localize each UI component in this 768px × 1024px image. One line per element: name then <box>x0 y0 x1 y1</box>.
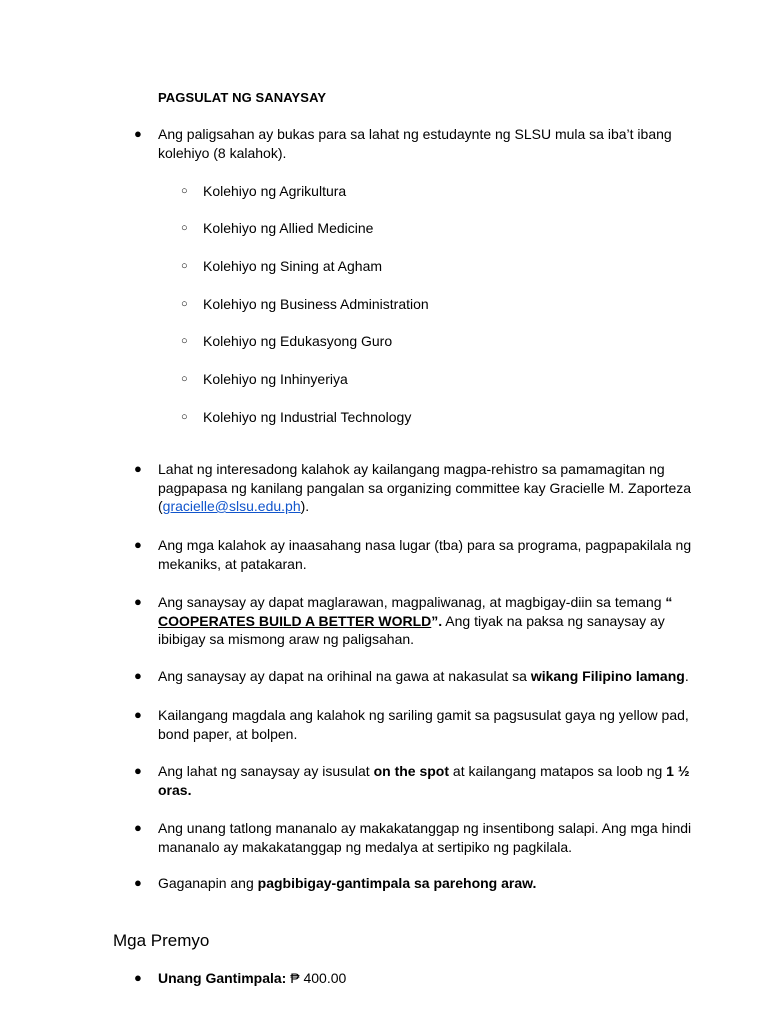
theme-text: Ang sanaysay ay dapat maglarawan, magpaliwanag, at magbigay-diin sa temang <box>158 594 666 610</box>
prizes-heading: Mga Premyo <box>113 931 210 950</box>
bullet-icon: ● <box>134 763 142 778</box>
sub-bullet-icon: ○ <box>181 185 188 197</box>
registration-text-end: ). <box>300 498 310 514</box>
language-emphasis: wikang Filipino lamang <box>530 668 685 684</box>
winners-paragraph: Ang unang tatlong mananalo ay makakatanggap ng insentibong salapi. Ang mga hindi mananalo ay makakatanggap ng medalya at sertipiko ng pagkilala. <box>158 820 692 855</box>
college-item: Kolehiyo ng Industrial Technology <box>203 409 412 425</box>
college-item: Kolehiyo ng Sining at Agham <box>203 258 383 274</box>
registration-paragraph <box>158 460 698 516</box>
language-text: Ang sanaysay ay dapat na orihinal na gawa at nakasulat sa <box>158 668 531 684</box>
organizer-email-link[interactable]: gracielle@slsu.edu.ph <box>162 498 301 514</box>
theme-paragraph <box>158 593 698 649</box>
college-item: Kolehiyo ng Inhinyeriya <box>203 371 348 387</box>
language-text-end: . <box>684 668 689 684</box>
theme-close-quote: ”. <box>431 612 443 629</box>
bullet-icon: ● <box>134 707 142 722</box>
bullet-icon: ● <box>134 820 142 835</box>
theme-text-end: Ang tiyak na paksa ng sanaysay ay ibibigay sa mismong araw ng paligsahan. <box>158 612 665 647</box>
bullet-icon: ● <box>134 875 142 890</box>
theme-open-quote: “ <box>665 594 673 610</box>
spot-text: Ang lahat ng sanaysay ay isusulat <box>158 763 374 779</box>
first-prize-value: ₱ 400.00 <box>286 970 347 986</box>
college-item: Kolehiyo ng Edukasyong Guro <box>203 333 393 349</box>
college-item: Kolehiyo ng Agrikultura <box>203 183 347 199</box>
first-prize-label: Unang Gantimpala: <box>158 970 287 986</box>
bullet-icon: ● <box>134 126 142 141</box>
intro-paragraph: Ang paligsahan ay bukas para sa lahat ng estudaynte ng SLSU mula sa iba’t ibang kolehiyo (8 kalahok). <box>158 126 672 161</box>
materials-paragraph: Kailangang magdala ang kalahok ng sariling gamit sa pagsusulat gaya ng yellow pad, bond paper, at bolpen. <box>158 707 689 742</box>
duration-emphasis: 1 ½ oras. <box>158 763 690 798</box>
section-title: PAGSULAT NG SANAYSAY <box>158 90 327 105</box>
sub-bullet-icon: ○ <box>181 298 188 310</box>
first-prize-item <box>158 969 698 988</box>
bullet-icon: ● <box>134 970 142 985</box>
theme-name: COOPERATES BUILD A BETTER WORLD <box>158 612 432 629</box>
college-item: Kolehiyo ng Allied Medicine <box>203 220 374 236</box>
sub-bullet-icon: ○ <box>181 411 188 423</box>
sub-bullet-icon: ○ <box>181 373 188 385</box>
spot-text-middle: at kailangang matapos sa loob ng <box>449 763 667 779</box>
bullet-icon: ● <box>134 594 142 609</box>
bullet-icon: ● <box>134 537 142 552</box>
bullet-icon: ● <box>134 668 142 683</box>
spot-emphasis: on the spot <box>373 763 450 779</box>
sub-bullet-icon: ○ <box>181 222 188 234</box>
awarding-text: Gaganapin ang <box>158 875 258 891</box>
awarding-emphasis: pagbibigay-gantimpala sa parehong araw. <box>257 875 537 891</box>
bullet-icon: ● <box>134 461 142 476</box>
awarding-paragraph <box>158 874 698 893</box>
sub-bullet-icon: ○ <box>181 335 188 347</box>
language-paragraph <box>158 667 698 686</box>
venue-paragraph: Ang mga kalahok ay inaasahang nasa lugar (tba) para sa programa, pagpapakilala ng mekaniks, at patakaran. <box>158 537 692 572</box>
registration-text: Lahat ng interesadong kalahok ay kailangang magpa-rehistro sa pamamagitan ng pagpapasa ng kanilang pangalan sa organizing committee kay Gracielle M. Zaporteza ( <box>158 461 692 514</box>
college-item: Kolehiyo ng Business Administration <box>203 296 429 312</box>
spot-paragraph <box>158 762 698 799</box>
sub-bullet-icon: ○ <box>181 260 188 272</box>
